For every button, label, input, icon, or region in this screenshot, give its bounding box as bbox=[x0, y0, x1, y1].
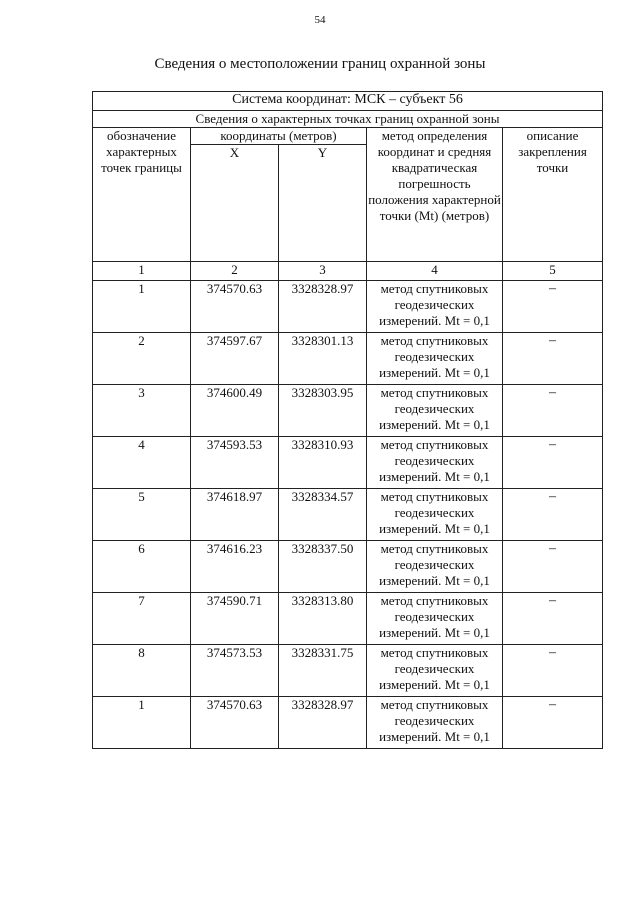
x-cell: 374618.97 bbox=[191, 489, 279, 541]
y-cell: 3328313.80 bbox=[279, 593, 367, 645]
coordinate-system-label: Система координат: МСК – субъект 56 bbox=[93, 92, 603, 111]
column-number: 1 bbox=[93, 262, 191, 281]
section-title-row bbox=[93, 111, 603, 128]
point-cell: 5 bbox=[93, 489, 191, 541]
description-cell: – bbox=[503, 697, 603, 749]
table-row bbox=[93, 281, 603, 333]
x-cell: 374570.63 bbox=[191, 697, 279, 749]
column-number: 3 bbox=[279, 262, 367, 281]
point-cell: 3 bbox=[93, 385, 191, 437]
y-cell: 3328331.75 bbox=[279, 645, 367, 697]
method-cell: метод спутниковых геодезических измерений. Mt = 0,1 bbox=[367, 385, 503, 437]
method-cell: метод спутниковых геодезических измерений. Mt = 0,1 bbox=[367, 593, 503, 645]
coordinate-system-row bbox=[93, 92, 603, 111]
table-row bbox=[93, 333, 603, 385]
y-cell: 3328337.50 bbox=[279, 541, 367, 593]
header-row-top bbox=[93, 128, 603, 145]
description-cell: – bbox=[503, 385, 603, 437]
point-cell: 4 bbox=[93, 437, 191, 489]
x-cell: 374597.67 bbox=[191, 333, 279, 385]
description-cell: – bbox=[503, 593, 603, 645]
document-title: Сведения о местоположении границ охранной зоны bbox=[154, 56, 486, 72]
x-cell: 374593.53 bbox=[191, 437, 279, 489]
method-cell: метод спутниковых геодезических измерений. Mt = 0,1 bbox=[367, 541, 503, 593]
point-cell: 7 bbox=[93, 593, 191, 645]
description-cell: – bbox=[503, 437, 603, 489]
table-row bbox=[93, 593, 603, 645]
table-row bbox=[93, 645, 603, 697]
section-title-label: Сведения о характерных точках границ охранной зоны bbox=[93, 111, 603, 128]
table-row bbox=[93, 541, 603, 593]
header-coordinates-group: координаты (метров) bbox=[191, 128, 367, 145]
column-number: 4 bbox=[367, 262, 503, 281]
table-row bbox=[93, 385, 603, 437]
header-description: описание закрепления точки bbox=[503, 128, 603, 262]
x-cell: 374590.71 bbox=[191, 593, 279, 645]
x-cell: 374616.23 bbox=[191, 541, 279, 593]
method-cell: метод спутниковых геодезических измерений. Mt = 0,1 bbox=[367, 645, 503, 697]
x-cell: 374600.49 bbox=[191, 385, 279, 437]
method-cell: метод спутниковых геодезических измерений. Mt = 0,1 bbox=[367, 281, 503, 333]
header-point-designation: обозначение характерных точек границы bbox=[93, 128, 191, 262]
method-cell: метод спутниковых геодезических измерений. Mt = 0,1 bbox=[367, 333, 503, 385]
table-row bbox=[93, 489, 603, 541]
description-cell: – bbox=[503, 281, 603, 333]
description-cell: – bbox=[503, 333, 603, 385]
description-cell: – bbox=[503, 645, 603, 697]
table-row bbox=[93, 697, 603, 749]
column-number: 5 bbox=[503, 262, 603, 281]
y-cell: 3328334.57 bbox=[279, 489, 367, 541]
column-number: 2 bbox=[191, 262, 279, 281]
method-cell: метод спутниковых геодезических измерений. Mt = 0,1 bbox=[367, 489, 503, 541]
method-cell: метод спутниковых геодезических измерений. Mt = 0,1 bbox=[367, 697, 503, 749]
x-cell: 374573.53 bbox=[191, 645, 279, 697]
header-x: X bbox=[191, 145, 279, 262]
description-cell: – bbox=[503, 541, 603, 593]
table-row bbox=[93, 437, 603, 489]
point-cell: 1 bbox=[93, 281, 191, 333]
y-cell: 3328303.95 bbox=[279, 385, 367, 437]
page-number: 54 bbox=[314, 14, 326, 26]
point-cell: 1 bbox=[93, 697, 191, 749]
y-cell: 3328328.97 bbox=[279, 697, 367, 749]
point-cell: 6 bbox=[93, 541, 191, 593]
column-number-row bbox=[93, 262, 603, 281]
y-cell: 3328301.13 bbox=[279, 333, 367, 385]
boundary-points-table bbox=[92, 91, 603, 749]
header-y: Y bbox=[279, 145, 367, 262]
description-cell: – bbox=[503, 489, 603, 541]
x-cell: 374570.63 bbox=[191, 281, 279, 333]
y-cell: 3328310.93 bbox=[279, 437, 367, 489]
table-body bbox=[93, 92, 603, 749]
y-cell: 3328328.97 bbox=[279, 281, 367, 333]
header-method: метод определения координат и средняя квадратическая погрешность положения характерной точки (Mt) (метров) bbox=[367, 128, 503, 262]
method-cell: метод спутниковых геодезических измерений. Mt = 0,1 bbox=[367, 437, 503, 489]
point-cell: 2 bbox=[93, 333, 191, 385]
point-cell: 8 bbox=[93, 645, 191, 697]
